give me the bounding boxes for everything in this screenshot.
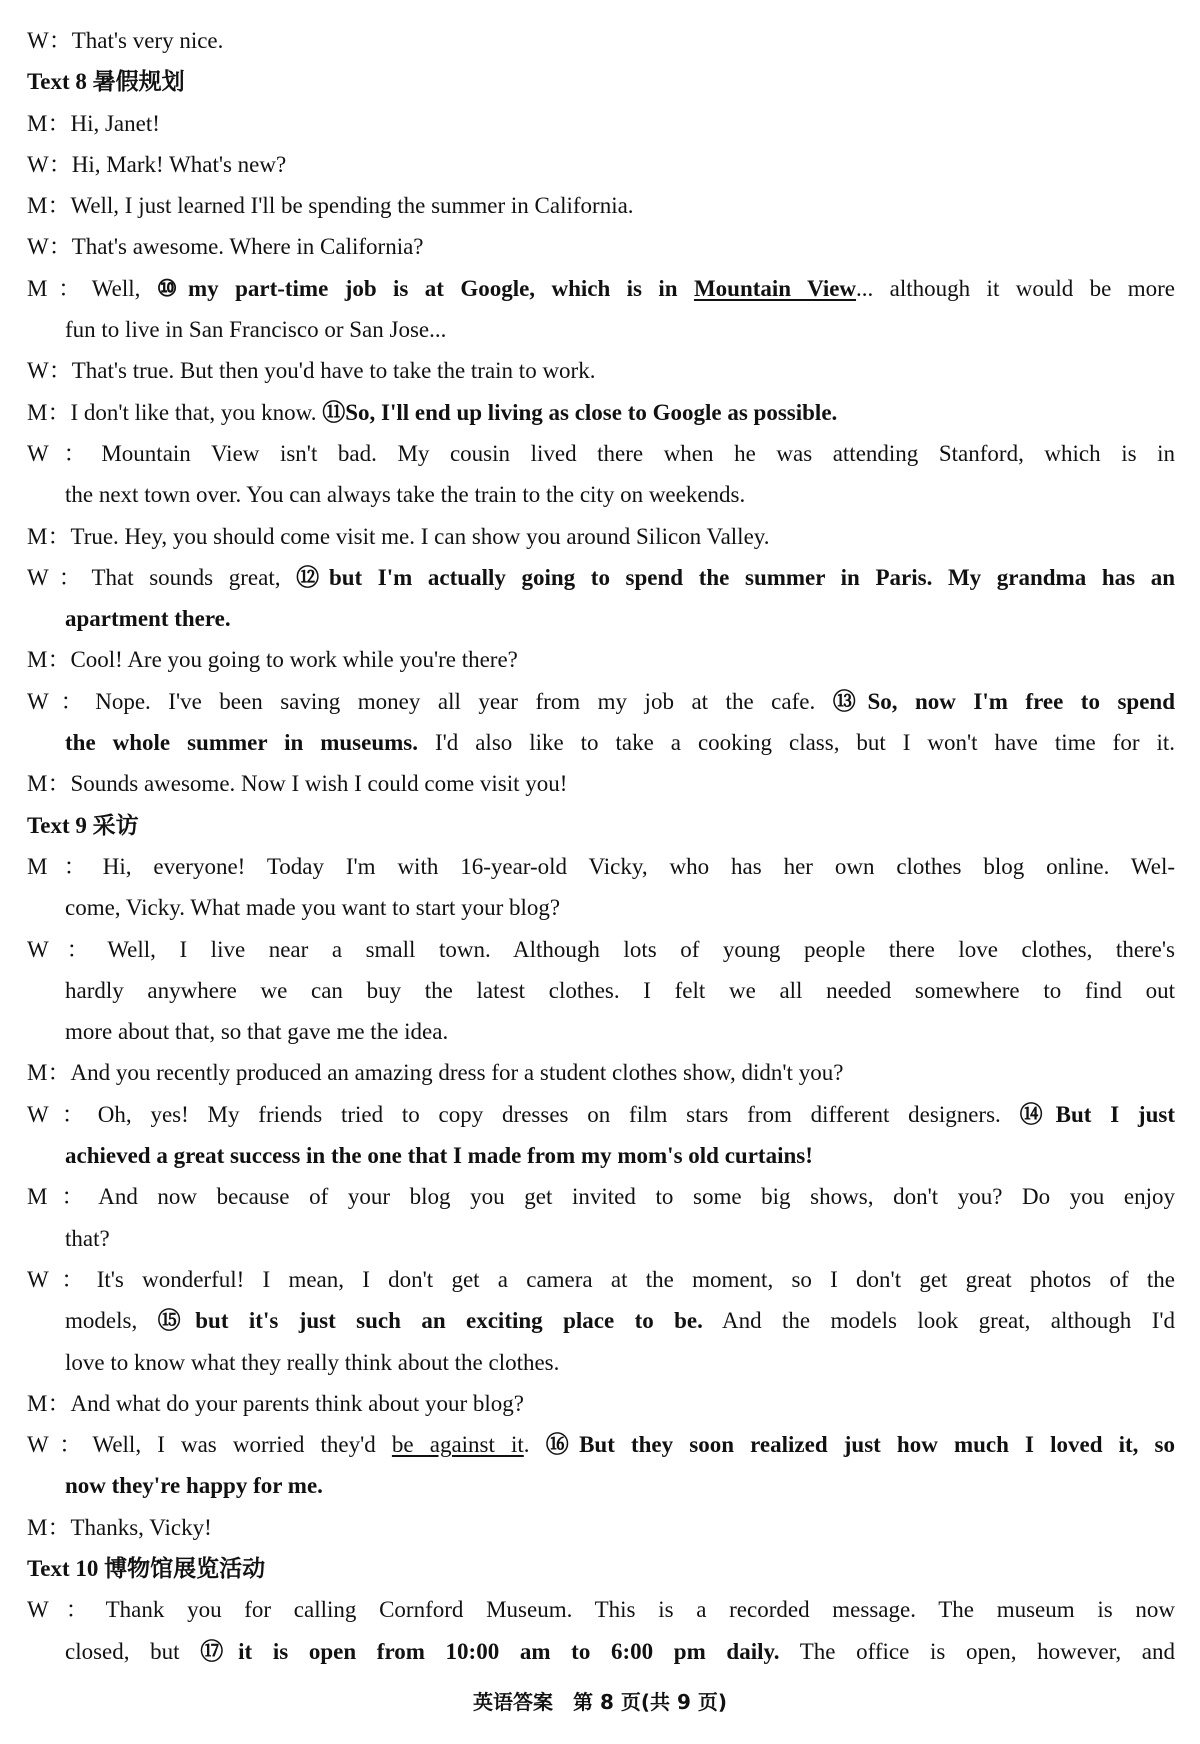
line-text: that?	[65, 1225, 110, 1251]
dialogue-line	[27, 1176, 1175, 1217]
speaker-label: M：	[27, 1514, 71, 1540]
answer-key-text: now they're happy for me.	[65, 1473, 323, 1499]
dialogue-line	[27, 433, 1175, 474]
line-text: Well, I live near a small town. Although lots of young people there love clothes, there's	[107, 936, 1175, 962]
speaker-label: M：	[27, 399, 71, 425]
speaker-label: M：	[27, 1060, 71, 1086]
dialogue-line	[27, 1094, 1175, 1135]
dialogue-line	[27, 1589, 1175, 1630]
speaker-label: W：	[27, 1266, 97, 1292]
line-text: fun to live in San Francisco or San Jose...	[65, 317, 447, 343]
dialogue-line	[27, 350, 1175, 391]
line-text: That's very nice.	[71, 28, 224, 53]
section-heading-text: Text 10 博物馆展览活动	[27, 1555, 266, 1581]
speaker-label: W：	[27, 440, 102, 466]
speaker-label: W：	[27, 936, 108, 962]
line-text: Hi, Janet!	[70, 110, 160, 136]
answer-key-text: ⑩my part-time job is at Google, which is in	[156, 275, 694, 301]
line-text: Thanks, Vicky!	[70, 1514, 212, 1540]
line-text: I'd also like to take a cooking class, but I won't have time for it.	[418, 730, 1175, 756]
line-text: hardly anywhere we can buy the latest clothes. I felt we all needed somewhere to find out	[65, 977, 1175, 1003]
speaker-label: M：	[27, 275, 92, 301]
dialogue-line	[27, 681, 1175, 722]
dialogue-line	[27, 1465, 1175, 1506]
line-text: Oh, yes! My friends tried to copy dresses on film stars from different designers.	[97, 1101, 1020, 1127]
answer-key-text: apartment there.	[65, 606, 231, 632]
dialogue-line	[27, 309, 1175, 350]
line-text: Hi, Mark! What's new?	[71, 151, 287, 177]
dialogue-line	[27, 1342, 1175, 1383]
line-text: And now because of your blog you get invited to some big shows, don't you? Do you enjoy	[98, 1184, 1175, 1210]
speaker-label: M：	[27, 771, 71, 797]
answer-key-text: Mountain View	[693, 275, 857, 301]
line-text: Nope. I've been saving money all year from my job at the cafe.	[95, 688, 833, 714]
section-heading-text: Text 8 暑假规划	[27, 69, 185, 95]
line-text: Well,	[91, 275, 157, 301]
answer-key-text: ⑫but I'm actually going to spend the summer in Paris. My grandma has an	[296, 564, 1175, 590]
speaker-label: W：	[27, 234, 72, 260]
line-text: more about that, so that gave me the idea.	[65, 1019, 449, 1045]
section-heading	[27, 61, 1175, 102]
dialogue-line	[27, 474, 1175, 515]
line-text: It's wonderful! I mean, I don't get a camera at the moment, so I don't get great photos of the	[96, 1266, 1175, 1292]
line-text: be against it	[391, 1432, 524, 1458]
speaker-label: M：	[27, 193, 71, 219]
line-text: And the models look great, although I'd	[702, 1308, 1175, 1334]
dialogue-line	[27, 722, 1175, 763]
line-text: Well, I was worried they'd	[92, 1432, 392, 1458]
line-text: closed, but	[65, 1638, 201, 1664]
line-text: And what do your parents think about your blog?	[70, 1390, 524, 1416]
dialogue-line	[27, 103, 1175, 144]
dialogue-line	[27, 1052, 1175, 1093]
dialogue-line	[27, 1383, 1175, 1424]
speaker-label: W：	[27, 688, 96, 714]
line-text: Sounds awesome. Now I wish I could come visit you!	[70, 771, 568, 797]
line-text: the next town over. You can always take the train to the city on weekends.	[65, 482, 746, 508]
dialogue-line	[27, 1011, 1175, 1052]
speaker-label: W：	[27, 1597, 106, 1623]
answer-key-text: ⑪So, I'll end up living as close to Google as possible.	[322, 399, 838, 425]
speaker-label: W：	[27, 358, 72, 384]
answer-page-text	[27, 20, 1175, 1672]
line-text: .	[523, 1432, 546, 1458]
page-footer: 英语答案 第 8 页(共 9 页)	[473, 1690, 727, 1714]
speaker-label: W：	[27, 1101, 98, 1127]
dialogue-line	[27, 20, 1175, 61]
dialogue-line	[27, 846, 1175, 887]
speaker-label: M：	[27, 853, 103, 879]
speaker-label: M：	[27, 523, 71, 549]
speaker-label: W：	[27, 1432, 93, 1458]
dialogue-line	[27, 1218, 1175, 1259]
dialogue-line	[27, 598, 1175, 639]
speaker-label: W：	[27, 28, 72, 53]
line-text: I don't like that, you know.	[70, 399, 323, 425]
dialogue-line	[27, 1300, 1175, 1341]
line-text: That's awesome. Where in California?	[71, 234, 424, 260]
dialogue-line	[27, 970, 1175, 1011]
line-text: That's true. But then you'd have to take the train to work.	[71, 358, 596, 384]
line-text: models,	[65, 1308, 158, 1334]
dialogue-line	[27, 1507, 1175, 1548]
answer-key-text: ⑮but it's just such an exciting place to be.	[157, 1308, 703, 1334]
dialogue-line	[27, 516, 1175, 557]
line-text: True. Hey, you should come visit me. I can show you around Silicon Valley.	[70, 523, 770, 549]
dialogue-line	[27, 639, 1175, 680]
line-text: Thank you for calling Cornford Museum. This is a recorded message. The museum is now	[105, 1597, 1175, 1623]
answer-key-text: ⑯But they soon realized just how much I loved it, so	[545, 1432, 1175, 1458]
dialogue-line	[27, 929, 1175, 970]
speaker-label: M：	[27, 1390, 71, 1416]
dialogue-line	[27, 268, 1175, 309]
answer-key-text: ⑰it is open from 10:00 am to 6:00 pm daily.	[200, 1638, 780, 1664]
line-text: ... although it would be more	[856, 275, 1175, 301]
dialogue-line	[27, 1424, 1175, 1465]
line-text: And you recently produced an amazing dress for a student clothes show, didn't you?	[70, 1060, 844, 1086]
speaker-label: W：	[27, 564, 92, 590]
line-text: love to know what they really think about the clothes.	[65, 1349, 560, 1375]
answer-key-text: achieved a great success in the one that I made from my mom's old curtains!	[65, 1143, 813, 1169]
section-heading-text: Text 9 采访	[27, 812, 139, 838]
speaker-label: W：	[27, 151, 72, 177]
speaker-label: M：	[27, 110, 71, 136]
line-text: Mountain View isn't bad. My cousin lived there when he was attending Stanford, which is in	[101, 440, 1175, 466]
line-text: Cool! Are you going to work while you're there?	[70, 647, 518, 673]
dialogue-line	[27, 185, 1175, 226]
dialogue-line	[27, 763, 1175, 804]
dialogue-line	[27, 144, 1175, 185]
speaker-label: M：	[27, 647, 71, 673]
dialogue-line	[27, 557, 1175, 598]
line-text: come, Vicky. What made you want to start your blog?	[65, 895, 561, 921]
dialogue-line	[27, 226, 1175, 267]
answer-key-text: ⑬So, now I'm free to spend	[832, 688, 1175, 714]
dialogue-line	[27, 392, 1175, 433]
dialogue-line	[27, 1631, 1175, 1672]
line-text: Hi, everyone! Today I'm with 16-year-old Vicky, who has her own clothes blog online. Wel-	[102, 853, 1175, 879]
dialogue-line	[27, 1259, 1175, 1300]
line-text: That sounds great,	[91, 564, 297, 590]
speaker-label: M：	[27, 1184, 99, 1210]
line-text: Well, I just learned I'll be spending the summer in California.	[70, 193, 634, 219]
dialogue-line	[27, 1135, 1175, 1176]
section-heading	[27, 1548, 1175, 1589]
answer-key-text: ⑭But I just	[1019, 1101, 1175, 1127]
dialogue-line	[27, 887, 1175, 928]
line-text: The office is open, however, and	[779, 1638, 1175, 1664]
answer-key-text: the whole summer in museums.	[65, 730, 418, 756]
section-heading	[27, 805, 1175, 846]
